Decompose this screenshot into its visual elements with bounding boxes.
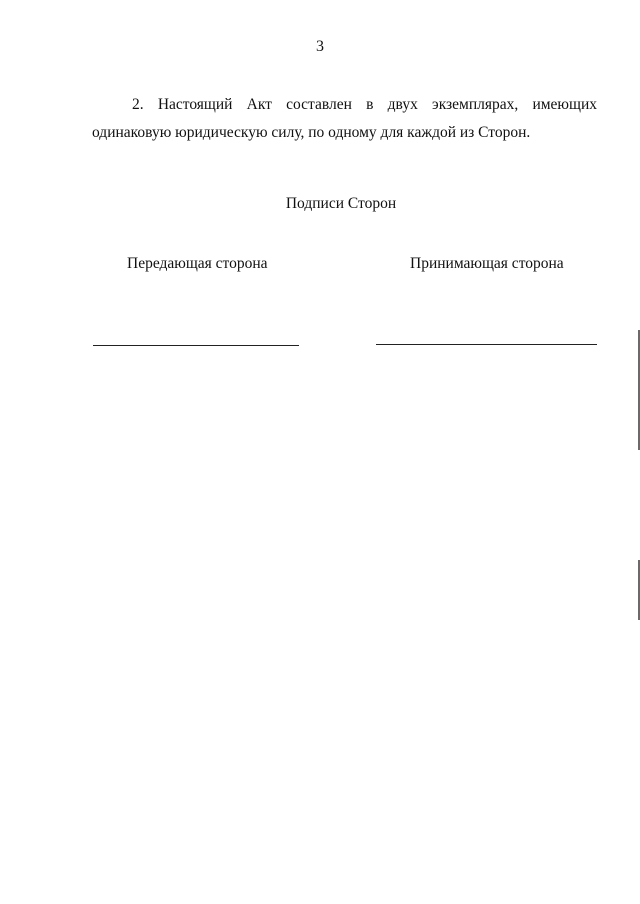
- receiving-party-label: Принимающая сторона: [410, 255, 564, 272]
- clause-paragraph: 2. Настоящий Акт составлен в двух экземплярах, имеющих одинаковую юридическую силу, по одному для каждой из Сторон.: [92, 96, 597, 141]
- transferring-party-signature-line: [93, 345, 299, 346]
- page-number: 3: [316, 38, 324, 55]
- signatures-heading: Подписи Сторон: [285, 195, 397, 212]
- transferring-party-label: Передающая сторона: [127, 255, 268, 272]
- receiving-party-signature-line: [376, 344, 597, 345]
